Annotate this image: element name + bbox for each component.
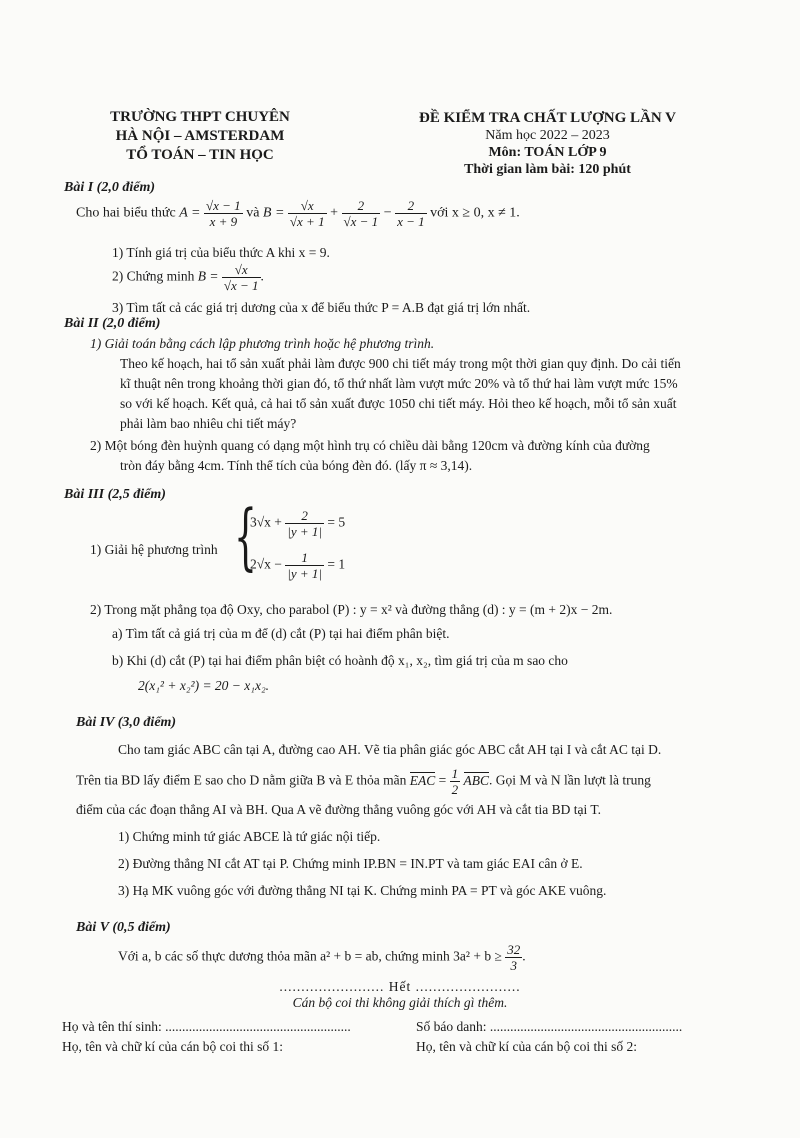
school-header [95, 108, 305, 165]
bai2-q1-line2: kĩ thuật nên trong khoảng thời gian đó, tổ thứ nhất làm vượt mức 20% và tổ thứ hai làm vượt mức 15% [120, 376, 678, 391]
bai4-line1: Cho tam giác ABC cân tại A, đường cao AH. Vẽ tia phân giác góc ABC cắt AH tại I và cắt AC tại D. [118, 742, 662, 757]
bai4-q3: 3) Hạ MK vuông góc với đường thẳng NI tại K. Chứng minh PA = PT và góc AKE vuông. [118, 883, 607, 898]
bai1-intro-text: Cho hai biểu thức [76, 205, 176, 221]
bai1-q3: 3) Tìm tất cả các giá trị dương của x để biểu thức P = A.B đạt giá trị lớn nhất. [112, 300, 531, 315]
bai3-q2b: b) Khi (d) cắt (P) tại hai điểm phân biệt có hoành độ x₁, x₂, tìm giá trị của m sao cho [112, 653, 568, 668]
proctor2-signature: Họ, tên và chữ kí của cán bộ coi thi số 2: [416, 1039, 638, 1054]
bai2-q1-line4: phải làm bao nhiêu chi tiết máy? [120, 416, 297, 431]
proctor1-signature: Họ, tên và chữ kí của cán bộ coi thi số 1: [62, 1039, 284, 1054]
bai3-title: Bài III (2,5 điểm) [64, 487, 166, 502]
exam-header [415, 110, 680, 178]
bai1-intro: Cho hai biểu thức A = $\frac{√x - 1}{x + 9}$ và B = $\frac{√x}{√x + 1}$ + $\frac{2}{√x - 1}$ − $\frac{2}{x - 1}$ với x ≥ 0, x ≠ 1. [76, 198, 520, 229]
system-brace: { [234, 494, 257, 578]
school-name-line1: TRƯỜNG THPT CHUYÊN [110, 109, 290, 125]
bai4-q1: 1) Chứng minh tứ giác ABCE là tứ giác nội tiếp. [118, 829, 381, 844]
bai3-q1-label: 1) Giải hệ phương trình [90, 542, 218, 557]
bai4-line3: điểm của các đoạn thẳng AI và BH. Qua A vẽ đường thẳng vuông góc với AH và cắt tia BD tại T. [76, 802, 601, 817]
bai2-title: Bài II (2,0 điểm) [64, 316, 161, 331]
angle-eac: EAC [409, 772, 436, 788]
department-name: TỔ TOÁN – TIN HỌC [126, 147, 274, 163]
proctor-note: Cán bộ coi thi không giải thích gì thêm. [292, 995, 508, 1010]
and-word: và [246, 205, 260, 221]
domain-condition: với x ≥ 0, x ≠ 1. [430, 205, 520, 221]
bai2-q1-head: 1) Giải toán bằng cách lập phương trình hoặc hệ phương trình. [90, 336, 435, 351]
candidate-number-field: Số báo danh: ......................................................... [416, 1019, 683, 1034]
bai2-q1-line1: Theo kế hoạch, hai tổ sản xuất phải làm được 900 chi tiết máy trong một thời gian quy định. Do cải tiến [120, 356, 681, 371]
school-year: Năm học 2022 – 2023 [485, 128, 610, 143]
school-name-line2: HÀ NỘI – AMSTERDAM [115, 128, 285, 144]
end-marker: ........................ Hết ........................ [279, 979, 521, 994]
system-eq1: 3√x + $\frac{2}{|y + 1|}$ = 5 [250, 508, 346, 539]
expr-a-lhs: A = [179, 205, 201, 221]
bai3-q2: 2) Trong mặt phẳng tọa độ Oxy, cho parabol (P) : y = x² và đường thẳng (d) : y = (m + 2)x − 2m. [90, 602, 613, 617]
bai4-title: Bài IV (3,0 điểm) [76, 715, 177, 730]
expr-b-lhs: B = [262, 205, 285, 221]
expr-b-frac2: $\frac{2}{√x - 1}$ [343, 198, 379, 229]
bai2-q1-line3: so với kế hoạch. Kết quả, cả hai tổ sản xuất được 1050 chi tiết máy. Hỏi theo kế hoạch, mỗi tổ sản xuất [120, 396, 677, 411]
candidate-name-field: Họ và tên thí sinh: ....................................................... [62, 1019, 351, 1034]
half-fraction: $\frac{1}{2}$ [451, 766, 459, 797]
bai1-q2-fraction: $\frac{√x}{√x - 1}$ [223, 262, 259, 293]
bai2-q2-line1: 2) Một bóng đèn huỳnh quang có dạng một hình trụ có chiều dài bằng 120cm và đường kính của đường [90, 438, 650, 453]
expr-a-fraction: $\frac{√x - 1}{x + 9}$ [206, 198, 241, 229]
angle-abc: ABC [463, 772, 490, 788]
bai1-title: Bài I (2,0 điểm) [64, 180, 155, 195]
bai5-statement: Với a, b các số thực dương thỏa mãn a² + b = ab, chứng minh 3a² + b ≥ $\frac{32}{3}$ . [118, 942, 526, 973]
bai5-title: Bài V (0,5 điểm) [76, 920, 171, 935]
exam-title: ĐỀ KIỂM TRA CHẤT LƯỢNG LẦN V [419, 110, 676, 126]
bai4-q2: 2) Đường thẳng NI cắt AT tại P. Chứng minh IP.BN = IN.PT và tam giác EAI cân ở E. [118, 856, 583, 871]
subject: Môn: TOÁN LỚP 9 [488, 145, 607, 160]
duration: Thời gian làm bài: 120 phút [464, 162, 631, 177]
eq1-fraction: $\frac{2}{|y + 1|}$ [287, 508, 322, 539]
bai1-q1: 1) Tính giá trị của biểu thức A khi x = 9. [112, 245, 330, 260]
bai4-line2: Trên tia BD lấy điểm E sao cho D nằm giữa B và E thỏa mãn EAC = $\frac{1}{2}$ ABC. Gọi M và N lần lượt là trung [76, 766, 651, 797]
bai3-q2a: a) Tìm tất cả giá trị của m để (d) cắt (P) tại hai điểm phân biệt. [112, 626, 450, 641]
expr-b-frac1: $\frac{√x}{√x + 1}$ [289, 198, 325, 229]
expr-b-frac3: $\frac{2}{x - 1}$ [397, 198, 425, 229]
bai1-q2: 2) Chứng minh B = $\frac{√x}{√x - 1}$ . [112, 262, 264, 293]
bai3-q2b-equation: 2(x₁² + x₂²) = 20 − x₁x₂. [138, 678, 270, 693]
eq2-fraction: $\frac{1}{|y + 1|}$ [287, 550, 322, 581]
system-eq2: 2√x − $\frac{1}{|y + 1|}$ = 1 [250, 550, 346, 581]
bai5-fraction: $\frac{32}{3}$ [507, 942, 521, 973]
bai2-q2-line2: tròn đáy bằng 4cm. Tính thể tích của bóng đèn đó. (lấy π ≈ 3,14). [120, 458, 473, 473]
